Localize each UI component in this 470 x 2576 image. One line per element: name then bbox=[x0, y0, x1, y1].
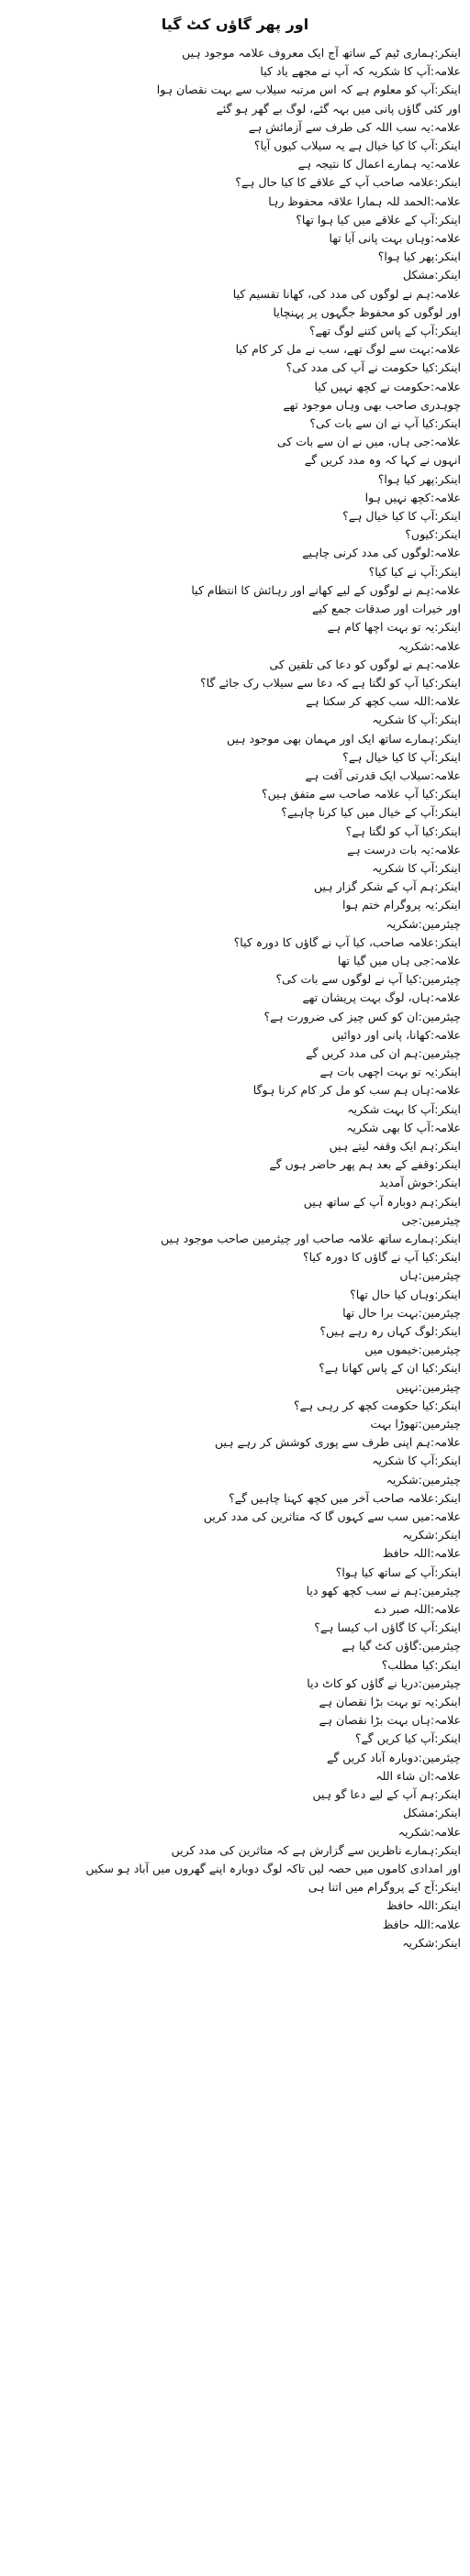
text-line: چیئرمین:ان کو کس چیز کی ضرورت ہے؟ bbox=[263, 1009, 461, 1023]
text-line: اینکر:آپ کا گاؤں اب کیسا ہے؟ bbox=[314, 1620, 461, 1635]
text-line: علامہ:سیلاب ایک قدرتی آفت ہے bbox=[305, 768, 461, 782]
text-line: اینکر:آپ کے خیال میں کیا کرنا چاہیے؟ bbox=[281, 805, 461, 820]
text-line: علامہ:لوگوں کی مدد کرنی چاہیے bbox=[302, 546, 461, 560]
text-line: اینکر:آپ کا شکریہ bbox=[372, 1454, 461, 1468]
text-line: چیئرمین:تھوڑا بہت bbox=[370, 1417, 461, 1432]
text-line: اینکر:کیا ان کے پاس کھانا ہے؟ bbox=[319, 1361, 461, 1376]
text-line: اینکر:علامہ صاحب آخر میں کچھ کہنا چاہیں گے؟ bbox=[229, 1490, 461, 1505]
text-line: اور کئی گاؤں پانی میں بہہ گئے، لوگ بے گھر ہو گئے bbox=[216, 101, 461, 116]
text-line: علامہ:الحمد للہ ہمارا علاقہ محفوظ رہا bbox=[268, 193, 461, 208]
text-line: اینکر:آپ کے پاس کتنے لوگ تھے؟ bbox=[308, 324, 461, 338]
text-line: اینکر:لوگ کہاں رہ رہے ہیں؟ bbox=[319, 1324, 461, 1339]
text-line: اینکر:کیا آپ علامہ صاحب سے متفق ہیں؟ bbox=[262, 787, 461, 802]
text-line: اینکر:آپ کا شکریہ bbox=[372, 860, 461, 875]
text-line: علامہ:شکریہ bbox=[397, 638, 461, 653]
text-line: اینکر:مشکل bbox=[403, 268, 461, 282]
text-line: اینکر:کیا مطلب؟ bbox=[381, 1657, 461, 1672]
text-line: اور خیرات اور صدقات جمع کیے bbox=[312, 602, 461, 616]
text-line: چیئرمین:خیموں میں bbox=[364, 1343, 461, 1357]
text-line: علامہ:آپ کا شکریہ کہ آپ نے مجھے یاد کیا bbox=[260, 64, 461, 79]
text-line: اینکر:علامہ صاحب، کیا آپ نے گاؤں کا دورہ کیا؟ bbox=[233, 934, 461, 949]
text-line: چیئرمین:گاؤں کٹ گیا ہے bbox=[341, 1639, 461, 1653]
text-line: علامہ:شکریہ bbox=[397, 1824, 461, 1839]
text-line: اینکر:آپ کے علاقے میں کیا ہوا تھا؟ bbox=[296, 212, 461, 227]
text-line: اینکر:آپ کیا کریں گے؟ bbox=[354, 1731, 461, 1746]
text-line: علامہ:ہاں بہت بڑا نقصان ہے bbox=[319, 1713, 461, 1728]
text-line: اینکر:کیا آپ کو لگتا ہے؟ bbox=[345, 824, 461, 838]
text-line: اینکر:یہ پروگرام ختم ہوا bbox=[341, 898, 461, 912]
text-line: اینکر:کیوں؟ bbox=[405, 527, 461, 542]
text-line: اینکر:علامہ صاحب آپ کے علاقے کا کیا حال ہے؟ bbox=[235, 175, 461, 190]
text-line: چیئرمین:جی bbox=[401, 1212, 461, 1227]
text-line: چیئرمین:ہاں bbox=[399, 1268, 461, 1283]
text-line: اینکر:کیا آپ کو لگتا ہے کہ دعا سے سیلاب رک جائے گا؟ bbox=[200, 675, 461, 690]
text-line: اینکر:یہ تو بہت اچھا کام ہے bbox=[327, 620, 461, 635]
text-line: چیئرمین:دریا نے گاؤں کو کاٹ دیا bbox=[307, 1675, 461, 1690]
text-line: اینکر:ہمارے ناظرین سے گزارش ہے کہ متاثرین کی مدد کریں bbox=[171, 1842, 461, 1857]
text-line: اینکر:وقفے کے بعد ہم پھر حاضر ہوں گے bbox=[269, 1157, 461, 1172]
text-line: اینکر:ہمارے ساتھ ایک اور مہمان بھی موجود ہیں bbox=[226, 731, 461, 746]
text-line: علامہ:یہ ہمارے اعمال کا نتیجہ ہے bbox=[297, 157, 461, 171]
text-line: علامہ:اللہ صبر دے bbox=[374, 1602, 461, 1617]
text-line: اینکر:شکریہ bbox=[402, 1528, 461, 1542]
text-line: اینکر:وہاں کیا حال تھا؟ bbox=[350, 1287, 461, 1301]
text-line: علامہ:یہ سب اللہ کی طرف سے آزمائش ہے bbox=[248, 119, 461, 134]
text-line: علامہ:یہ بات درست ہے bbox=[347, 842, 461, 857]
text-line: علامہ:کچھ نہیں ہوا bbox=[364, 490, 461, 504]
text-line: اینکر:آپ کا شکریہ bbox=[372, 713, 461, 727]
text-line: اینکر:پھر کیا ہوا؟ bbox=[377, 471, 461, 486]
text-line: اینکر:آج کے پروگرام میں اتنا ہی bbox=[308, 1880, 461, 1895]
text-line: علامہ:ان شاء اللہ bbox=[375, 1768, 461, 1783]
text-line: علامہ:کھانا، پانی اور دوائیں bbox=[331, 1027, 461, 1042]
text-line: اینکر:آپ کے ساتھ کیا ہوا؟ bbox=[335, 1564, 461, 1579]
text-line: چیئرمین:دوبارہ آباد کریں گے bbox=[327, 1750, 461, 1764]
text-line: چیئرمین:شکریہ bbox=[386, 916, 461, 931]
text-line: چیئرمین:ہم ان کی مدد کریں گے bbox=[306, 1045, 461, 1060]
text-line: اینکر:آپ کا کیا خیال ہے؟ bbox=[342, 509, 461, 524]
text-line: انہوں نے کہا کہ وہ مدد کریں گے bbox=[304, 453, 461, 468]
text-line: علامہ:ہم اپنی طرف سے پوری کوشش کر رہے ہیں bbox=[214, 1435, 461, 1450]
text-line: اینکر:شکریہ bbox=[402, 1935, 461, 1950]
text-line: اور امدادی کاموں میں حصہ لیں تاکہ لوگ دوبارہ اپنے گھروں میں آباد ہو سکیں bbox=[85, 1861, 461, 1875]
text-line: اینکر:پھر کیا ہوا؟ bbox=[377, 249, 461, 264]
text-line: اینکر:ہمارے ساتھ علامہ صاحب اور چیئرمین صاحب موجود ہیں bbox=[161, 1232, 461, 1245]
text-line: اینکر:کیا آپ نے گاؤں کا دورہ کیا؟ bbox=[302, 1250, 461, 1265]
text-line: علامہ:ہم نے لوگوں کے لیے کھانے اور رہائش کا انتظام کیا bbox=[191, 582, 461, 597]
text-line: اینکر:ہم آپ کے شکر گزار ہیں bbox=[313, 879, 461, 894]
text-line: علامہ:جی ہاں میں گیا تھا bbox=[337, 953, 461, 967]
text-line: علامہ:حکومت نے کچھ نہیں کیا bbox=[314, 379, 461, 393]
text-line: اینکر:آپ کا کیا خیال ہے یہ سیلاب کیوں آیا؟ bbox=[253, 138, 461, 153]
text-line: چیئرمین:ہم نے سب کچھ کھو دیا bbox=[306, 1583, 461, 1598]
text-line: چیئرمین:بہت برا حال تھا bbox=[342, 1305, 461, 1320]
text-line: علامہ:آپ کا بھی شکریہ bbox=[346, 1120, 461, 1134]
text-line: اینکر:آپ نے کیا کیا؟ bbox=[368, 564, 461, 579]
text-line: اینکر:آپ کا کیا خیال ہے؟ bbox=[342, 749, 461, 764]
text-line: چیئرمین:کیا آپ نے لوگوں سے بات کی؟ bbox=[275, 972, 461, 987]
text-line: علامہ:بہت سے لوگ تھے، سب نے مل کر کام کیا bbox=[235, 342, 461, 357]
text-line: اینکر:ہم آپ کے لیے دعا گو ہیں bbox=[312, 1787, 461, 1802]
text-line: چیئرمین:نہیں bbox=[396, 1379, 461, 1394]
text-line: اینکر:اللہ حافظ bbox=[386, 1898, 461, 1913]
text-line: علامہ:اللہ حافظ bbox=[382, 1917, 461, 1931]
text-line: چوہدری صاحب بھی وہاں موجود تھے bbox=[283, 397, 461, 412]
text-line: اینکر:یہ تو بہت اچھی بات ہے bbox=[319, 1065, 461, 1079]
text-line: علامہ:ہاں ہم سب کو مل کر کام کرنا ہوگا bbox=[252, 1083, 461, 1098]
text-line: علامہ:وہاں بہت پانی آیا تھا bbox=[329, 231, 461, 246]
text-line: علامہ:جی ہاں، میں نے ان سے بات کی bbox=[276, 435, 461, 449]
text-line: اینکر:آپ کا بہت شکریہ bbox=[347, 1101, 461, 1116]
text-line: اینکر:آپ کو معلوم ہے کہ اس مرتبہ سیلاب سے بہت نقصان ہوا bbox=[156, 83, 461, 97]
text-line: علامہ:ہم نے لوگوں کی مدد کی، کھانا تقسیم کیا bbox=[232, 286, 461, 301]
text-line: اینکر:خوش آمدید bbox=[379, 1176, 461, 1190]
text-line: اینکر:مشکل bbox=[403, 1806, 461, 1820]
text-line: علامہ:ہاں، لوگ بہت پریشان تھے bbox=[302, 990, 461, 1005]
text-line: علامہ:اللہ سب کچھ کر سکتا ہے bbox=[306, 694, 461, 709]
text-line: علامہ:اللہ حافظ bbox=[382, 1546, 461, 1561]
article-body bbox=[9, 44, 461, 1952]
text-line: اینکر:ہماری ٹیم کے ساتھ آج ایک معروف علامہ موجود ہیں bbox=[182, 46, 461, 60]
text-line: اینکر:کیا آپ نے ان سے بات کی؟ bbox=[309, 416, 461, 431]
text-line: اینکر:یہ تو بہت بڑا نقصان ہے bbox=[319, 1695, 461, 1709]
text-line: اینکر:کیا حکومت کچھ کر رہی ہے؟ bbox=[293, 1398, 461, 1412]
text-line: علامہ:ہم نے لوگوں کو دعا کی تلقین کی bbox=[269, 657, 461, 671]
article-title: اور پھر گاؤں کٹ گیا bbox=[161, 16, 309, 33]
text-line: علامہ:میں سب سے کہوں گا کہ متاثرین کی مدد کریں bbox=[203, 1509, 461, 1524]
text-line: اینکر:ہم ایک وقفہ لیتے ہیں bbox=[329, 1138, 461, 1153]
text-line: اینکر:کیا حکومت نے آپ کی مدد کی؟ bbox=[285, 360, 461, 375]
text-line: اینکر:ہم دوبارہ آپ کے ساتھ ہیں bbox=[303, 1194, 461, 1209]
text-line: اور لوگوں کو محفوظ جگہوں پر پہنچایا bbox=[273, 304, 461, 319]
text-line: چیئرمین:شکریہ bbox=[386, 1472, 461, 1487]
